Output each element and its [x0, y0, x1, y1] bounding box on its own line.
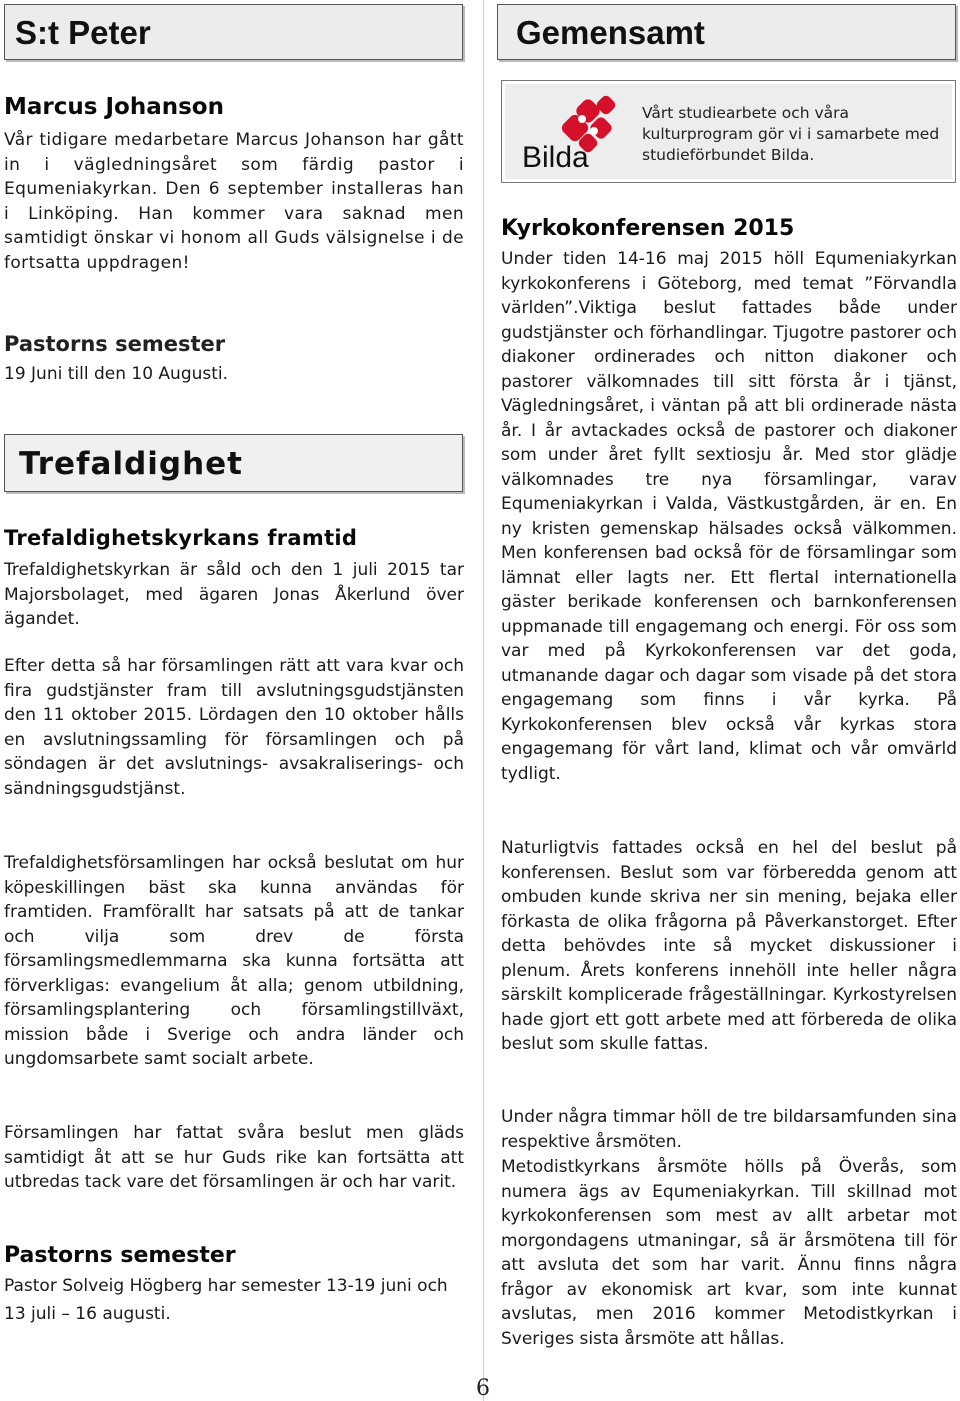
framtid-p1: Trefaldighetskyrkan är såld och den 1 juli 2015 tar Majorsbolaget, med ägaren Jonas Åkerlund över ägandet.	[4, 560, 464, 629]
column-divider	[483, 0, 484, 1401]
semester1-title: Pastorns semester	[4, 332, 226, 356]
bilda-logo	[520, 95, 626, 171]
semester2-text: Pastor Solveig Högberg har semester 13-19 juni och 13 juli – 16 augusti.	[4, 1276, 448, 1324]
section-header-st-peter: S:t Peter	[4, 4, 463, 60]
kyrko-title: Kyrkokonferensen 2015	[501, 216, 795, 241]
semester1-text: 19 Juni till den 10 Augusti.	[4, 364, 229, 384]
marcus-title: Marcus Johanson	[4, 94, 224, 120]
framtid-title: Trefaldighetskyrkans framtid	[4, 526, 358, 550]
page-number: 6	[476, 1376, 490, 1401]
bilda-logo-text: Bilda	[522, 141, 589, 171]
section-header-trefaldighet: Trefaldighet	[4, 434, 463, 492]
framtid-p4: Församlingen har fattat svåra beslut men gläds samtidigt åt att se hur Guds rike kan fortsätta att utbredas tack vare det församlingen är och har varit.	[4, 1123, 464, 1192]
kyrko-p4: Metodistkyrkans årsmöte hölls på Överås, som numera ägs av Equmeniakyrkan. Till skillnad mot kyrkokonferensen som mest av allt arbetar mot morgondagens utmaningar, så är årsmötena till för att avsluta det som har varit. Ännu finns några frågor av ekonomisk art kvar, som inte kunnat avslutas, men 2016 kommer Metodistkyrkan i Sveriges sista årsmöte att hållas.	[501, 1157, 957, 1349]
marcus-text: Vår tidigare medarbetare Marcus Johanson har gått in i vägledningsåret som färdig pastor i Equmeniakyrkan. Den 6 september installeras han i Linköping. Han kommer vara saknad men samtidigt önskar vi honom all Guds välsignelse i de fortsatta uppdragen!	[4, 130, 464, 273]
bilda-text: Vårt studiearbete och våra kulturprogram gör vi i samarbete med studieförbundet Bilda.	[642, 104, 940, 164]
framtid-p2: Efter detta så har församlingen rätt att vara kvar och fira gudstjänster fram till avslutningsgudstjänsten den 11 oktober 2015. Lördagen den 10 oktober hålls en avslutningssamling för församlingen och på söndagen är det avslutnings- avsakraliserings- och sändningsgudstjänst.	[4, 656, 464, 799]
kyrko-p2: Naturligtvis fattades också en hel del beslut på konferensen. Beslut som var förberedda genom att ombuden kunde skriva ner sin mening, bejaka eller förkasta de olika frågorna på Påverkanstorget. Efter detta behövdes inte så mycket diskussioner i plenum. Årets konferens innehöll inte heller några särskilt komplicerade frågeställningar. Kyrkostyrelsen hade gjort ett gott arbete med att förbereda de olika beslut som skulle fattas.	[501, 838, 957, 1054]
section-header-gemensamt: Gemensamt	[497, 4, 956, 60]
framtid-p3: Trefaldighetsförsamlingen har också beslutat om hur köpeskillingen bäst ska kunna användas för framtiden. Framförallt har satsats på att de tankar och vilja som drev de första församlingsmedlemmarna ska kunna fortsätta att förverkligas: evangelium åt alla; genom utbildning, församlingsplantering och församlingstillväxt, mission både i Sverige och andra länder och ungdomsarbete samt socialt arbete.	[4, 853, 464, 1069]
kyrko-p3: Under några timmar höll de tre bildarsamfunden sina respektive årsmöten.	[501, 1107, 957, 1152]
kyrko-p1: Under tiden 14-16 maj 2015 höll Equmeniakyrkan kyrkokonferens i Göteborg, med temat ”Förvandla världen”.Viktiga beslut fattades både under gudstjänster och förhandlingar. Tjugotre pastorer och diakoner ordinerades och nitton diakoner och pastorer välkomnades till sitt första år i tjänst, Vägledningsåret, i väntan på att bli ordinerade nästa år. I år avtackades också de pastorer och diakoner som under året fyllt sextiosju år. Med stor glädje välkomnades tre nya församlingar, varav Equmeniakyrkan i Valda, Västkustgården, är en. En ny kristen gemenskap hälsades också välkommen. Men konferensen bad också för de församlingar som lämnat eller lagts ner. Ett flertal internationella gäster berikade konferensen och barnkonferensen uppmanade till engagemang och energi. För oss som var med på Kyrkokonferensen var det goda, utmanande dagar och dagar som visade på det stora engagemang som finns i vår kyrka. På Kyrkokonferensen blev också vår kyrkas stora engagemang för vårt land, klimat och vår omvärld tydligt.	[501, 249, 957, 784]
bilda-infobox	[501, 80, 956, 183]
semester2-title: Pastorns semester	[4, 1243, 236, 1268]
